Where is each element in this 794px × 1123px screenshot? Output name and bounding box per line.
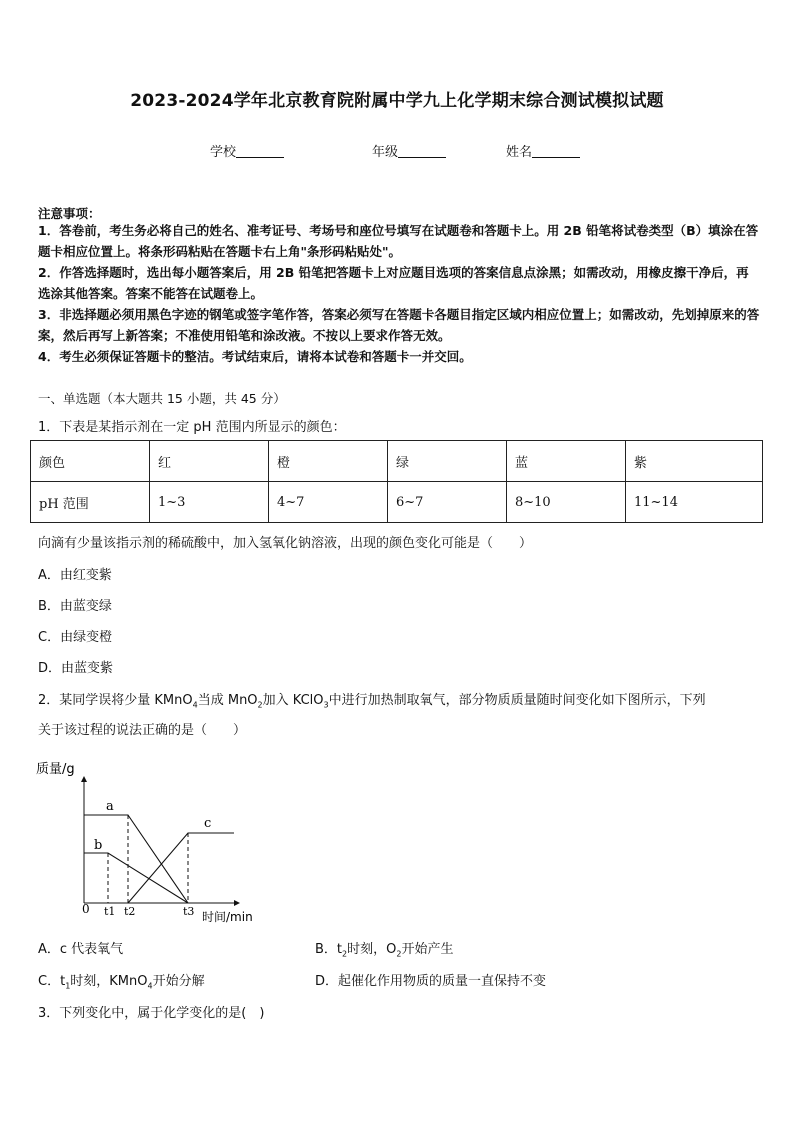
section-heading: 一、单选题（本大题共 15 小题，共 45 分） bbox=[38, 391, 286, 406]
q2-subscript: 3 bbox=[323, 700, 329, 710]
q2-stem-part: 中进行加热制取氧气，部分物质质量随时间变化如下图所示，下列 bbox=[328, 693, 706, 708]
option-text: 开始分解 bbox=[152, 974, 205, 989]
school-label: 学校 bbox=[210, 145, 237, 160]
q2-option-c bbox=[38, 970, 205, 991]
notes-heading: 注意事项： bbox=[38, 206, 101, 221]
table-cell: 红 bbox=[150, 441, 269, 482]
grade-field bbox=[372, 141, 446, 160]
q2-option-b bbox=[315, 938, 453, 959]
series-a-line bbox=[84, 815, 188, 903]
y-axis-label: 质量/g bbox=[36, 762, 75, 777]
series-b-line bbox=[84, 853, 188, 903]
table-cell: pH 范围 bbox=[31, 482, 150, 523]
q2-stem-line2: 关于该过程的说法正确的是（ ） bbox=[38, 723, 247, 738]
page-title: 2023-2024学年北京教育院附属中学九上化学期末综合测试模拟试题 bbox=[130, 91, 664, 111]
option-text: 时刻，KMnO bbox=[70, 974, 148, 989]
option-subscript: 4 bbox=[147, 981, 153, 991]
q1-option-c: C．由绿变橙 bbox=[38, 630, 113, 645]
option-text: 开始产生 bbox=[401, 942, 454, 957]
q2-stem bbox=[38, 689, 706, 710]
q3-stem: 3．下列变化中，属于化学变化的是( ) bbox=[38, 1006, 265, 1021]
grade-label: 年级 bbox=[372, 145, 399, 160]
table-cell: 蓝 bbox=[507, 441, 626, 482]
table-cell: 橙 bbox=[269, 441, 388, 482]
option-subscript: 2 bbox=[342, 949, 348, 959]
tick-label-t1: t1 bbox=[104, 905, 116, 918]
tick-label-t2: t2 bbox=[124, 905, 136, 918]
grade-blank bbox=[398, 143, 446, 158]
table-cell: 11~14 bbox=[626, 482, 763, 523]
school-blank bbox=[236, 143, 284, 158]
table-cell: 4~7 bbox=[269, 482, 388, 523]
origin-label: 0 bbox=[82, 902, 90, 916]
q1-question: 向滴有少量该指示剂的稀硫酸中，加入氢氧化钠溶液，出现的颜色变化可能是（ ） bbox=[38, 536, 533, 551]
q2-option-d: D．起催化作用物质的质量一直保持不变 bbox=[315, 974, 547, 989]
note-item: 3．非选择题必须用黑色字迹的钢笔或签字笔作答，答案必须写在答题卡各题目指定区域内相应位置上；如需改动，先划掉原来的答案，然后再写上新答案；不准使用铅笔和涂改液。不按以上要求作答无效。 bbox=[38, 307, 760, 343]
ph-color-table bbox=[30, 440, 763, 523]
table-cell: 绿 bbox=[388, 441, 507, 482]
q1-stem: 1．下表是某指示剂在一定 pH 范围内所显示的颜色： bbox=[38, 420, 346, 435]
option-subscript: 1 bbox=[65, 981, 71, 991]
q2-stem-part: 加入 KClO bbox=[262, 693, 324, 708]
x-axis-label: 时间/min bbox=[202, 910, 253, 924]
school-field bbox=[210, 141, 284, 160]
series-b-label: b bbox=[94, 838, 103, 853]
mass-time-chart bbox=[34, 757, 274, 927]
q2-subscript: 2 bbox=[257, 700, 263, 710]
option-text: B．t bbox=[315, 942, 343, 957]
option-text: C．t bbox=[38, 974, 66, 989]
table-row bbox=[31, 441, 763, 482]
note-item: 4．考生必须保证答题卡的整洁。考试结束后，请将本试卷和答题卡一并交回。 bbox=[38, 349, 472, 364]
series-a-label: a bbox=[106, 799, 114, 814]
option-text: 时刻，O bbox=[347, 942, 397, 957]
q1-option-a: A．由红变紫 bbox=[38, 568, 112, 583]
note-item: 2．作答选择题时，选出每小题答案后，用 2B 铅笔把答题卡上对应题目选项的答案信息点涂黑；如需改动，用橡皮擦干净后，再选涂其他答案。答案不能答在试题卷上。 bbox=[38, 265, 749, 301]
q1-option-b: B．由蓝变绿 bbox=[38, 599, 112, 614]
name-field bbox=[506, 141, 580, 160]
q1-option-d: D．由蓝变紫 bbox=[38, 661, 114, 676]
table-cell: 紫 bbox=[626, 441, 763, 482]
table-cell: 颜色 bbox=[31, 441, 150, 482]
q2-stem-part: 当成 MnO bbox=[197, 693, 258, 708]
q2-stem-part: 2．某同学误将少量 KMnO bbox=[38, 693, 193, 708]
series-c-label: c bbox=[204, 816, 212, 831]
table-cell: 6~7 bbox=[388, 482, 507, 523]
table-cell: 1~3 bbox=[150, 482, 269, 523]
note-item: 1．答卷前，考生务必将自己的姓名、准考证号、考场号和座位号填写在试题卷和答题卡上。用 2B 铅笔将试卷类型（B）填涂在答题卡相应位置上。将条形码粘贴在答题卡右上角"条形码粘贴处"。 bbox=[38, 223, 759, 259]
q2-option-a: A．c 代表氧气 bbox=[38, 942, 124, 957]
option-subscript: 2 bbox=[396, 949, 402, 959]
q2-subscript: 4 bbox=[192, 700, 198, 710]
table-cell: 8~10 bbox=[507, 482, 626, 523]
tick-label-t3: t3 bbox=[183, 905, 195, 918]
name-label: 姓名 bbox=[506, 145, 533, 160]
name-blank bbox=[532, 143, 580, 158]
table-row bbox=[31, 482, 763, 523]
